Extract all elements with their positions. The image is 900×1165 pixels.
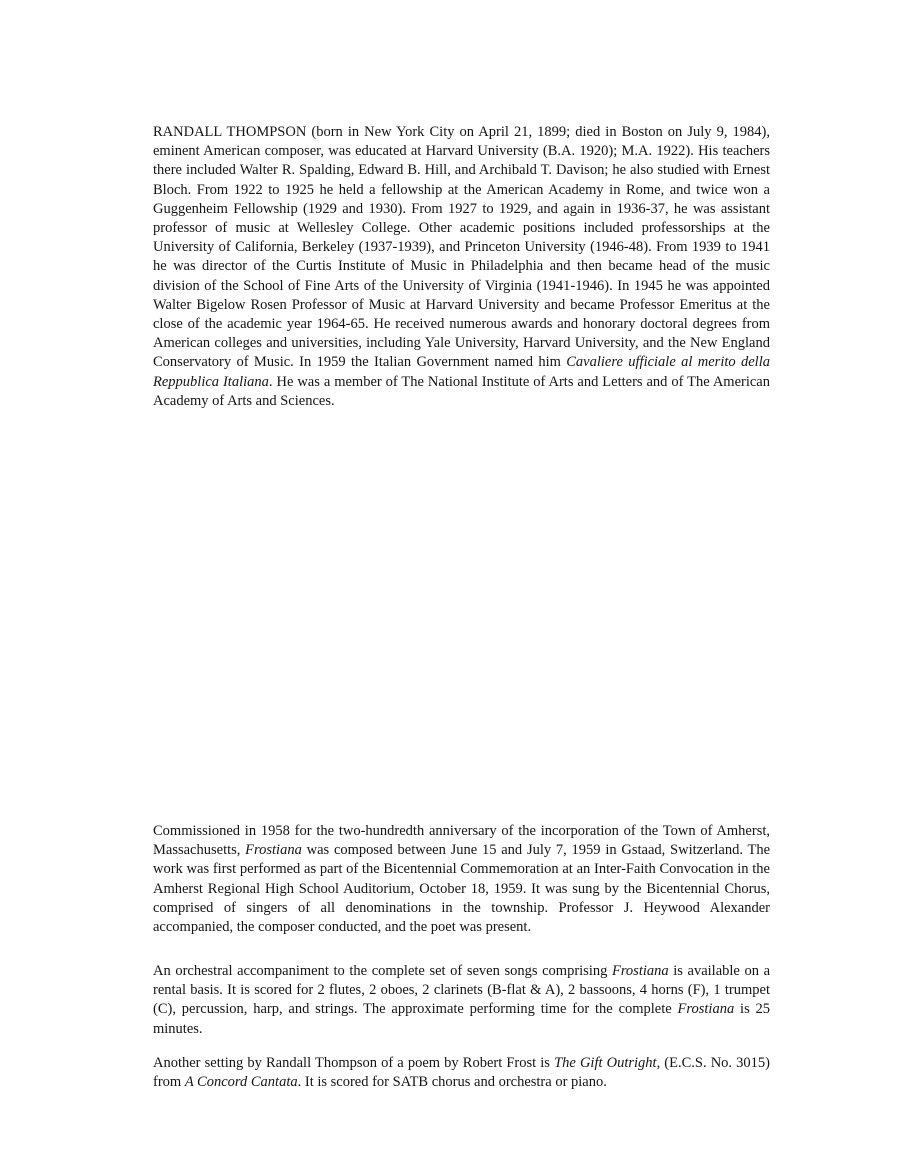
orchestral-text-b: is available on a rental basis. It is scored for 2 flutes, 2 oboes, 2 clarinets (B-flat & A), 2 bassoons, 4 horns (F), 1 trumpet (C), percussion, harp, and strings. The approximate performing time for the complete [153, 963, 771, 1018]
other-text-c: . It is scored for SATB chorus and orchestra or piano. [297, 1074, 607, 1091]
work-title: A Concord Cantata [184, 1074, 298, 1091]
orchestral-text-a: An orchestral accompaniment to the complete set of seven songs comprising [153, 963, 608, 979]
bio-text-end: . He was a member of The National Institute of Arts and Letters and of The American Academy of Arts and Sciences. [153, 373, 770, 409]
commission-text-b: was composed between June 15 and July 7, 1959 in Gstaad, Switzerland. The work was first performed as part of the Bicentennial Commemoration at an Inter-Faith Convocation in the Amherst Regional High School Auditorium, October 18, 1959. It was sung by the Bicentennial Chorus, comprised of singers of all denominations in the township. Professor J. Heywood Alexander accompanied, the composer conducted, and the poet was present. [153, 842, 771, 936]
work-title: Frostiana [611, 963, 669, 979]
other-text-b: , (E.C.S. No. 3015) from [153, 1055, 770, 1091]
work-title: The Gift Outright [554, 1055, 657, 1071]
commission-paragraph [153, 822, 770, 937]
other-setting-paragraph [153, 1054, 770, 1092]
work-title: Frostiana [245, 842, 302, 859]
other-text-a: Another setting by Randall Thompson of a poem by Robert Frost is [153, 1055, 550, 1071]
bio-honor-title: Cavaliere ufficiale al merito della Reppublica Italiana [153, 354, 770, 390]
composer-biography-paragraph [153, 123, 770, 411]
orchestral-accompaniment-paragraph [153, 962, 770, 1039]
bio-text: RANDALL THOMPSON (born in New York City on April 21, 1899; died in Boston on July 9, 1984), eminent American composer, was educated at Harvard University (B.A. 1920); M.A. 1922). His teachers there included Walter R. Spalding, Edward B. Hill, and Archibald T. Davison; he also studied with Ernest Bloch. From 1922 to 1925 he held a fellowship at the American Academy in Rome, and twice won a Guggenheim Fellowship (1929 and 1930). From 1927 to 1929, and again in 1936-37, he was assistant professor of music at Wellesley College. Other academic positions included professorships at the University of California, Berkeley (1937-1939), and Princeton University (1946-48). From 1939 to 1941 he was director of the Curtis Institute of Music in Philadelphia and then became head of the music division of the School of Fine Arts of the University of Virginia (1941-1946). In 1945 he was appointed Walter Bigelow Rosen Professor of Music at Harvard University and became Professor Emeritus at the close of the academic year 1964-65. He received numerous awards and honorary doctoral degrees from American colleges and universities, including Yale University, Harvard University, and the New England Conservatory of Music. In 1959 the Italian Government named him [153, 124, 770, 371]
orchestral-text-c: is 25 minutes. [153, 1001, 771, 1037]
commission-text-a: Commissioned in 1958 for the two-hundredth anniversary of the incorporation of the Town of Amherst, Massachusetts, [153, 823, 770, 859]
work-title: Frostiana [677, 1001, 735, 1018]
